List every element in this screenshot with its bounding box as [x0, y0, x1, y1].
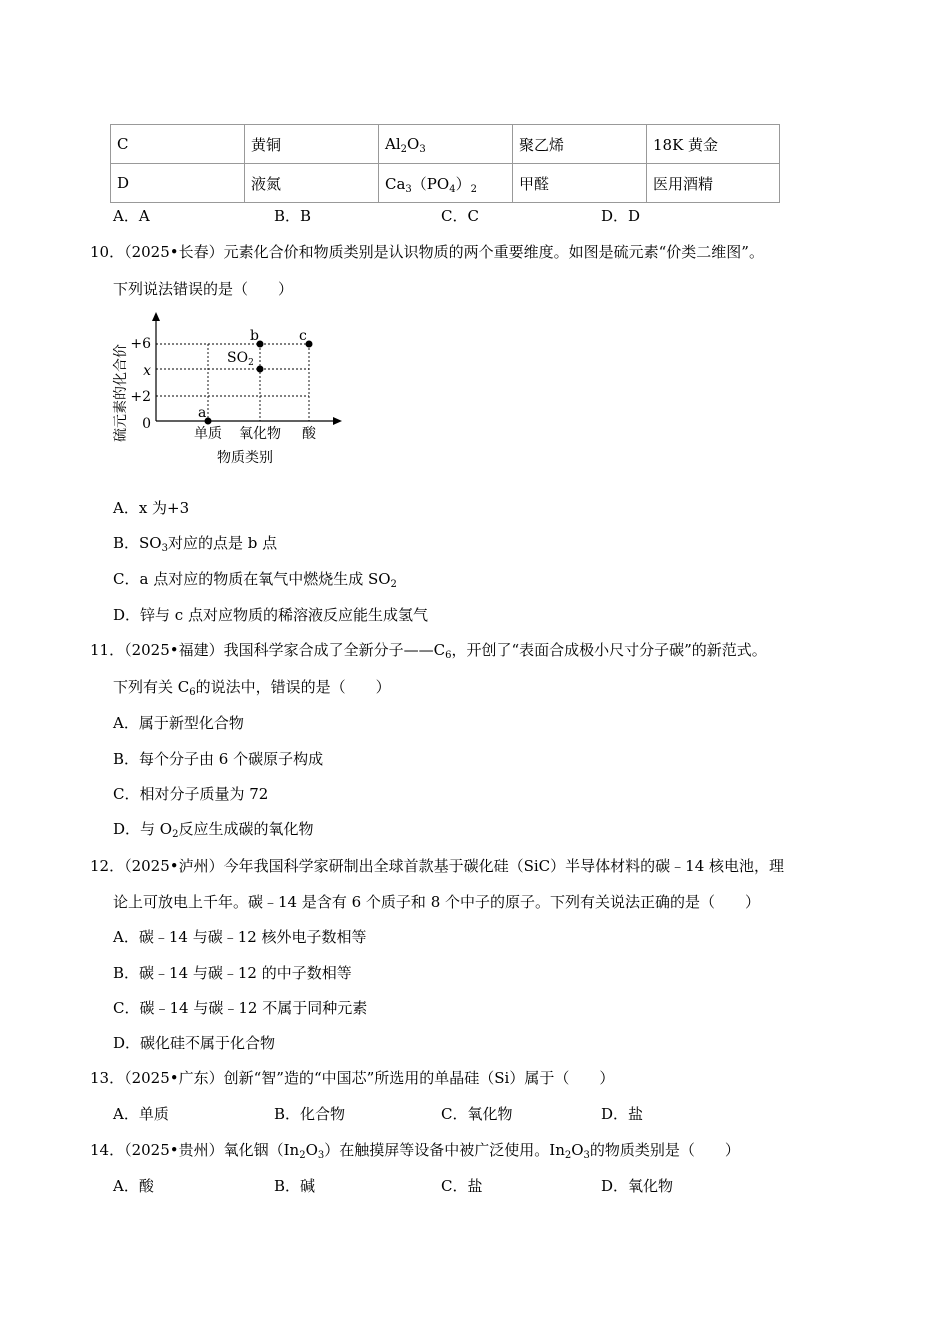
q14-choice-a: A．酸	[113, 1177, 154, 1195]
q10-choice-b: B．$SO_3$对应的点是 b 点	[113, 534, 278, 554]
chart-point-label: c	[299, 328, 307, 344]
q10-stem: 10．（2025•长春）元素化合价和物质类别是认识物质的两个重要维度。如图是硫元素“价类二维图”。	[90, 243, 764, 261]
chart-ytick: 0	[142, 416, 151, 432]
q13-choice-d: D．盐	[601, 1105, 644, 1123]
table-cell: $Ca_3(PO_4)_2$	[379, 164, 513, 203]
q10-choice-d: D．锌与 c 点对应物质的稀溶液反应能生成氢气	[113, 606, 428, 624]
table-cell: 18K 黄金	[647, 125, 780, 164]
table-row	[111, 164, 780, 203]
q9-choice-c: C．C	[441, 207, 479, 225]
q14-choice-b: B．碱	[274, 1177, 316, 1195]
q14-choice-d: D．氧化物	[601, 1177, 674, 1195]
table-cell: 聚乙烯	[513, 125, 647, 164]
q14-stem: 14．（2025•贵州）氧化铟$(In_2O_3)$在触摸屏等设备中被广泛使用。$In_2O_3$的物质类别是（ ）	[90, 1141, 740, 1161]
chart-ytick: +2	[130, 389, 151, 405]
chart-xtick: 氧化物	[239, 426, 281, 442]
chart-x-arrow	[333, 417, 342, 425]
q12-choice-b: B．碳﹣14 与碳﹣12 的中子数相等	[113, 964, 352, 982]
chart-point-label: a	[198, 405, 207, 421]
q10-choice-c: C．a 点对应的物质在氧气中燃烧生成 $SO_2$	[113, 570, 397, 590]
chart-xtick: 酸	[302, 426, 316, 442]
q12-stem: 12．（2025•泸州）今年我国科学家研制出全球首款基于碳化硅（SiC）半导体材料的碳﹣14 核电池，理	[90, 857, 785, 875]
options-table	[110, 124, 780, 203]
chart-point-label: $SO_2$	[227, 350, 254, 368]
q12-choice-d: D．碳化硅不属于化合物	[113, 1034, 276, 1052]
q11-choice-a: A．属于新型化合物	[113, 714, 244, 732]
table-cell: 甲醛	[513, 164, 647, 203]
table-cell: 医用酒精	[647, 164, 780, 203]
q11-stem: 11．（2025•福建）我国科学家合成了全新分子$——C_6$，开创了“表面合成极小尺寸分子碳”的新范式。	[90, 641, 767, 661]
q11-stem-2: 下列有关 $C_6$的说法中，错误的是（ ）	[113, 678, 391, 698]
q12-stem-2: 论上可放电上千年。碳﹣14 是含有 6 个质子和 8 个中子的原子。下列有关说法正确的是（ ）	[113, 893, 761, 911]
chart-ytick: +6	[130, 336, 151, 352]
chart-point-label: b	[250, 328, 259, 344]
table-cell: 黄铜	[245, 125, 379, 164]
q14-choice-c: C．盐	[441, 1177, 483, 1195]
chart-point	[257, 366, 264, 373]
table-cell: D	[111, 164, 245, 203]
q10-stem-2: 下列说法错误的是（ ）	[113, 280, 294, 298]
q11-choice-c: C．相对分子质量为 72	[113, 785, 269, 803]
table-row	[111, 125, 780, 164]
q13-choice-b: B．化合物	[274, 1105, 346, 1123]
q11-choice-b: B．每个分子由 6 个碳原子构成	[113, 750, 324, 768]
chart-y-arrow	[152, 312, 160, 321]
q9-choice-d: D．D	[601, 207, 641, 225]
q10-choice-a: A．x 为+3	[113, 499, 190, 517]
q13-choice-a: A．单质	[113, 1105, 169, 1123]
q12-choice-c: C．碳﹣14 与碳﹣12 不属于同种元素	[113, 999, 368, 1017]
q13-choice-c: C．氧化物	[441, 1105, 513, 1123]
q12-choice-a: A．碳﹣14 与碳﹣12 核外电子数相等	[113, 928, 367, 946]
chart-xtick: 单质	[194, 426, 222, 442]
q11-choice-d: D．与 $O_2$反应生成碳的氧化物	[113, 820, 314, 840]
chart-ytick: x	[143, 363, 151, 379]
table-cell: 液氮	[245, 164, 379, 203]
chart-x-label: 物质类别	[217, 450, 273, 466]
table-cell: $Al_2O_3$	[379, 125, 513, 164]
table-cell: C	[111, 125, 245, 164]
valence-chart	[108, 308, 348, 468]
q9-choice-a: A．A	[113, 207, 150, 225]
q9-choice-b: B．B	[274, 207, 312, 225]
chart-y-label: 硫元素的化合价	[113, 344, 129, 442]
q13-stem: 13．（2025•广东）创新“智”造的“中国芯”所选用的单晶硅（Si）属于（ ）	[90, 1069, 615, 1087]
